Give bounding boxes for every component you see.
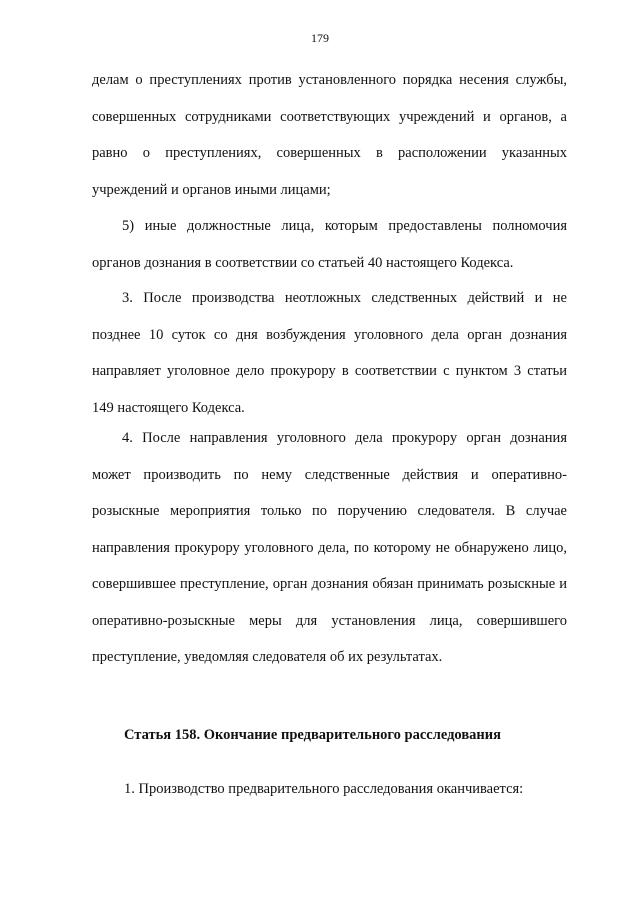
paragraph-part-4: 4. После направления уголовного дела прокурору орган дознания может производить по нему следственные действия и оперативно-розыскные мероприятия только по поручению следователя. В случае направления прокурору уголовного дела, по которому не обнаружено лицо, совершившее преступление, орган дознания обязан принимать розыскные и оперативно-розыскные меры для установления лица, совершившего преступление, уведомляя следователя об их результатах.	[92, 430, 567, 665]
page-number: 179	[311, 31, 329, 45]
paragraph-item-5: 5) иные должностные лица, которым предоставлены полномочия органов дознания в соответствии со статьей 40 настоящего Кодекса.	[92, 218, 567, 271]
article-paragraph-1: 1. Производство предварительного расследования оканчивается:	[124, 781, 524, 797]
article-title: Окончание предварительного расследования	[203, 727, 501, 743]
article-label: Статья 158.	[124, 727, 201, 743]
paragraph-part-3: 3. После производства неотложных следственных действий и не позднее 10 суток со дня возбуждения уголовного дела орган дознания направляет уголовное дело прокурору в соответствии с пунктом 3 статьи 149 настоящего Кодекса.	[92, 290, 567, 416]
article-heading	[124, 727, 501, 744]
paragraph-continuation: делам о преступлениях против установленного порядка несения службы, совершенных сотрудниками соответствующих учреждений и органов, а равно о преступлениях, совершенных в расположении указанных учреждений и органов иными лицами;	[92, 72, 567, 198]
